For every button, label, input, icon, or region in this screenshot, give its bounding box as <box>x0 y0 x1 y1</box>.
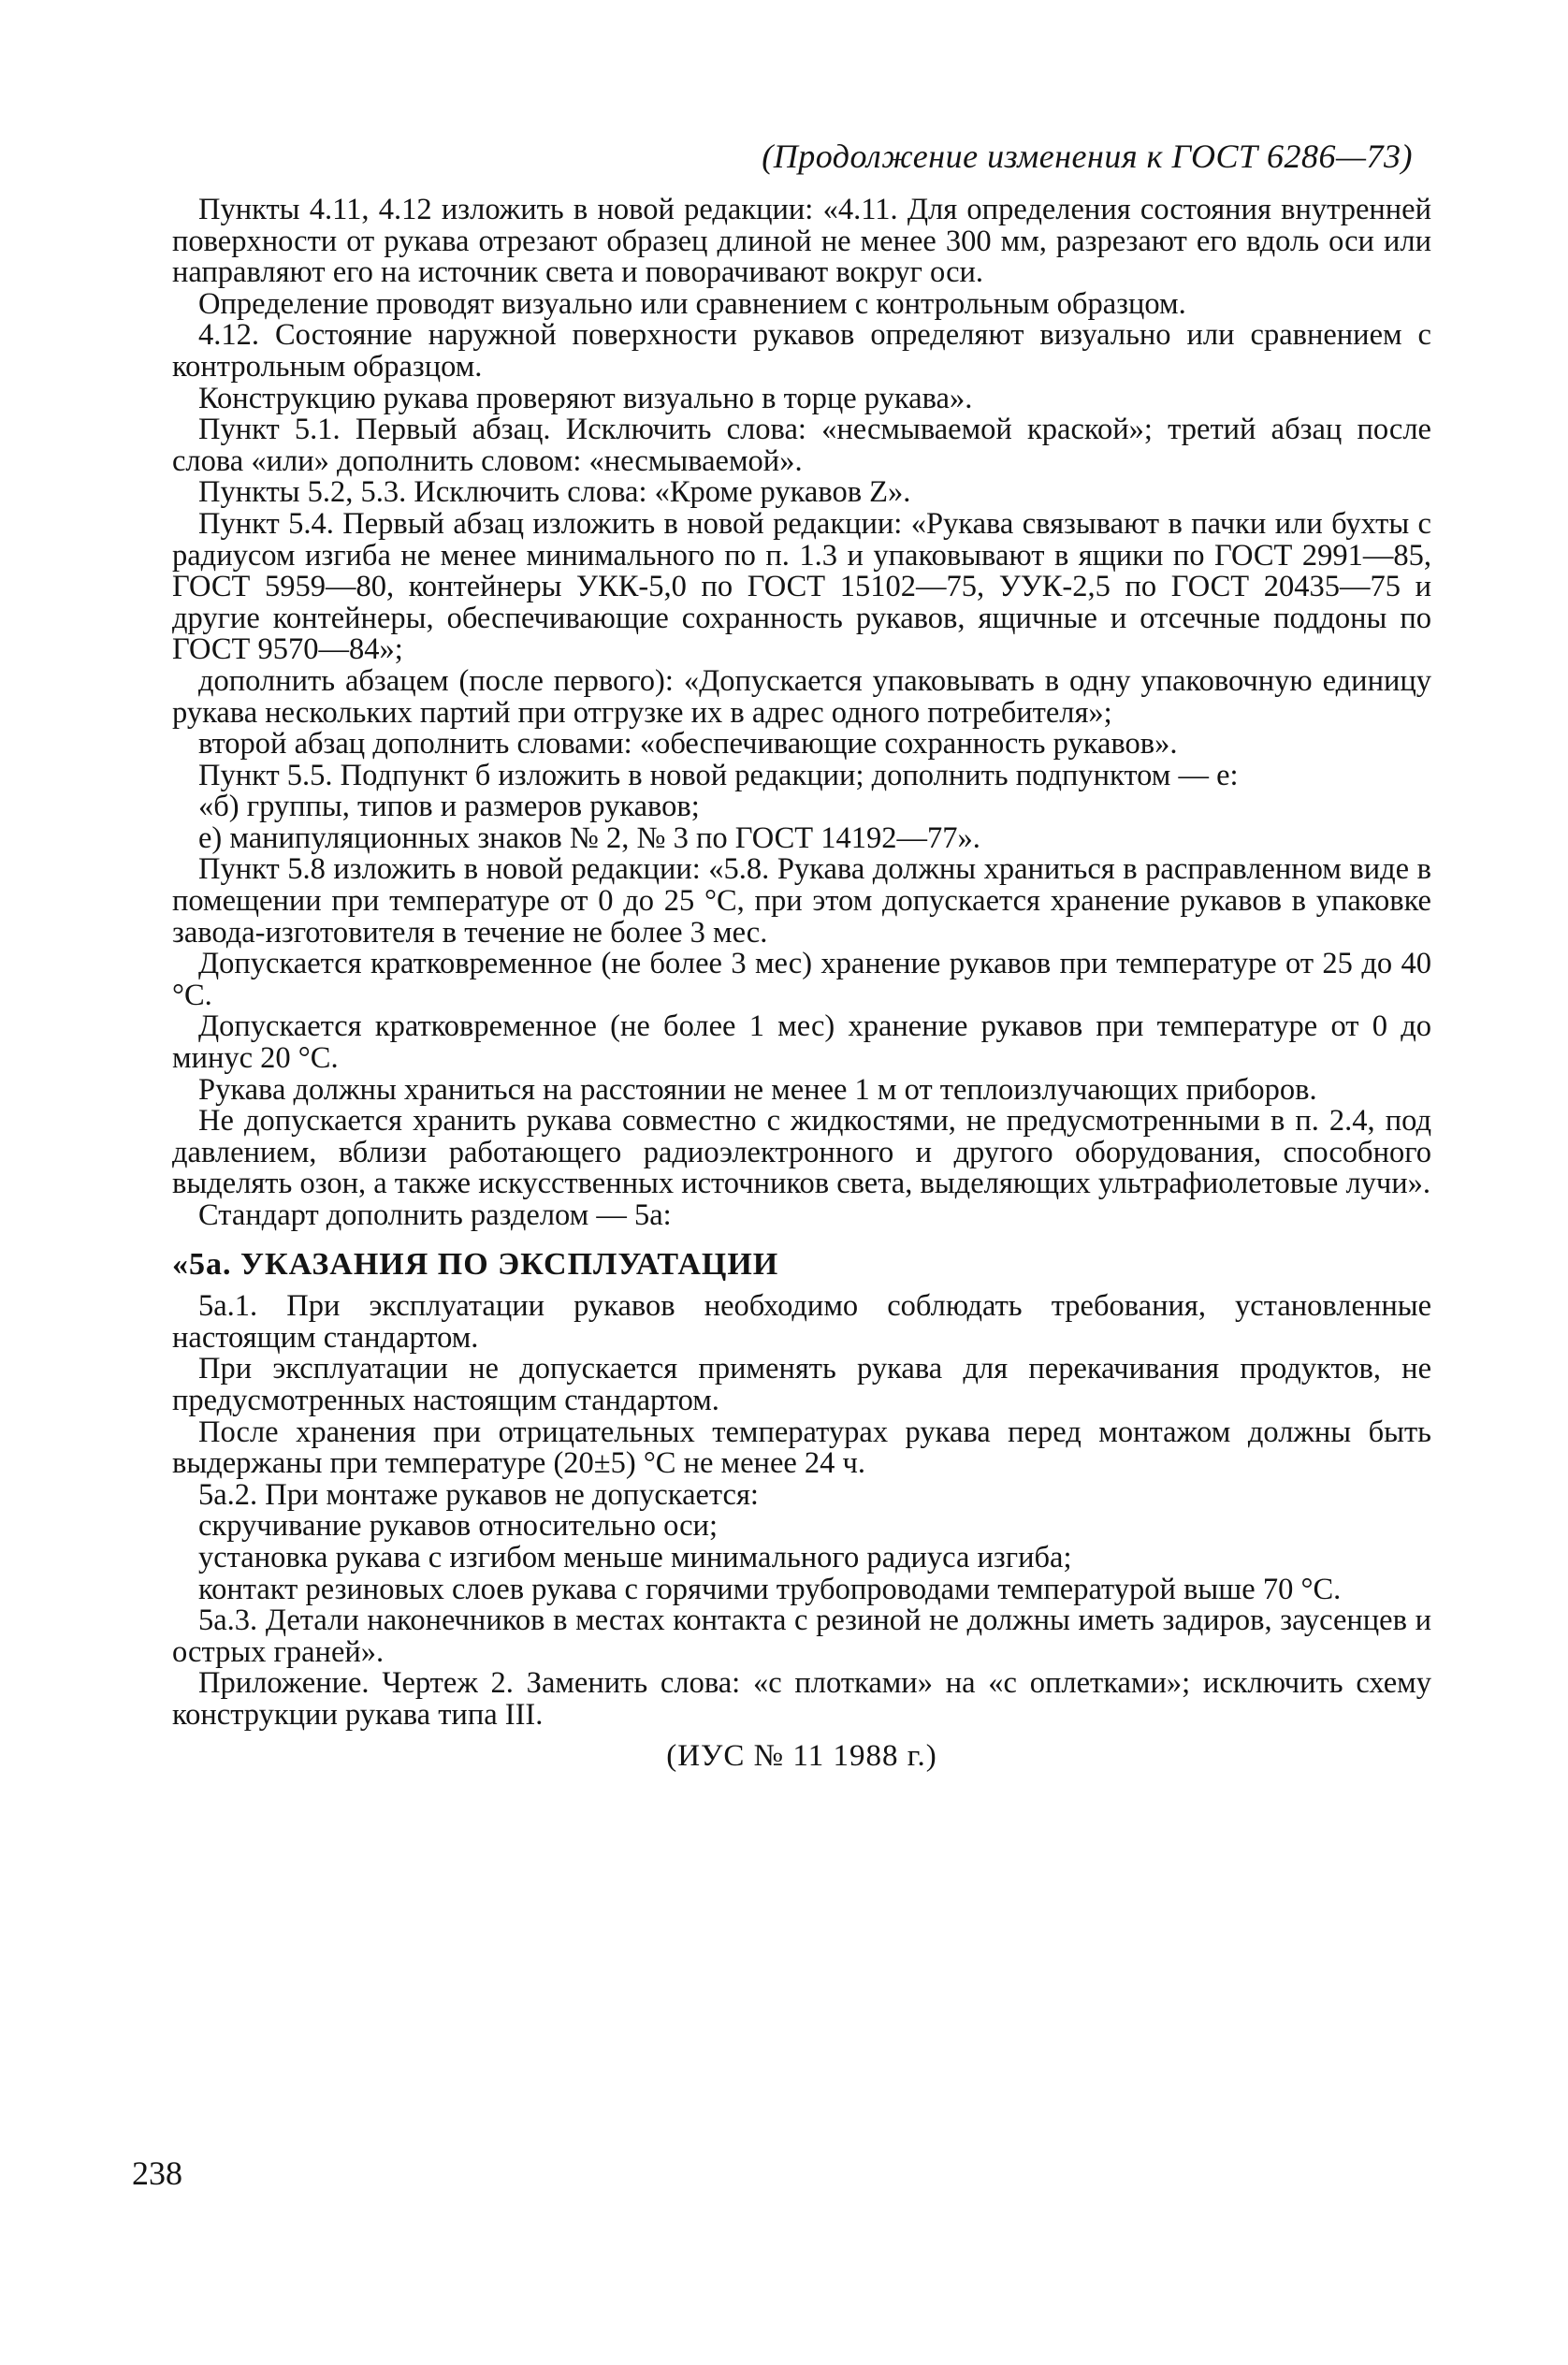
section-title: «5а. УКАЗАНИЯ ПО ЭКСПЛУАТАЦИИ <box>172 1246 779 1282</box>
paragraph: Рукава должны храниться на расстоянии не менее 1 м от теплоизлучающих приборов. <box>198 1072 1317 1107</box>
paragraph: Определение проводят визуально или сравнением с контрольным образцом. <box>198 286 1186 321</box>
page-number: 238 <box>132 2155 182 2192</box>
paragraph: Пункт 5.8 изложить в новой редакции: «5.8. Рукава должны храниться в расправленном виде в помещении при температуре от 0 до 25 °С, при этом допускается хранение рукавов в упаковке завода-изготовителя в течение не более 3 мес. <box>172 852 1431 950</box>
paragraph: скручивание рукавов относительно оси; <box>198 1509 718 1544</box>
paragraph: установка рукава с изгибом меньше минимального радиуса изгиба; <box>198 1540 1072 1574</box>
paragraph: Конструкцию рукава проверяют визуально в торце рукава». <box>198 381 973 415</box>
document-body <box>172 195 1431 1772</box>
paragraph: Допускается кратковременное (не более 1 мес) хранение рукавов при температуре от 0 до минус 20 °С. <box>172 1009 1431 1076</box>
paragraph: Пункт 5.1. Первый абзац. Исключить слова: «несмываемой краской»; третий абзац после слова «или» дополнить словом: «несмываемой». <box>172 413 1431 478</box>
continuation-header: (Продолжение изменения к ГОСТ 6286—73) <box>762 138 1413 175</box>
paragraph: Стандарт дополнить разделом — 5а: <box>198 1198 672 1232</box>
paragraph: дополнить абзацем (после первого): «Допускается упаковывать в одну упаковочную единицу рукава нескольких партий при отгрузке их в адрес одного потребителя»; <box>172 663 1431 730</box>
publication-reference: (ИУС № 11 1988 г.) <box>666 1738 937 1773</box>
paragraph: После хранения при отрицательных температурах рукава перед монтажом должны быть выдержаны при температуре (20±5) °С не менее 24 ч. <box>172 1415 1431 1481</box>
paragraph: При эксплуатации не допускается применять рукава для перекачивания продуктов, не предусмотренных настоящим стандартом. <box>172 1352 1431 1417</box>
paragraph: 5а.3. Детали наконечников в местах контакта с резиной не должны иметь задиров, заусенцев и острых граней». <box>172 1603 1431 1669</box>
paragraph: 5а.1. При эксплуатации рукавов необходимо соблюдать требования, установленные настоящим стандартом. <box>172 1289 1431 1355</box>
paragraph: е) манипуляционных знаков № 2, № 3 по ГОСТ 14192—77». <box>198 820 980 855</box>
paragraph: 4.12. Состояние наружной поверхности рукавов определяют визуально или сравнением с контрольным образцом. <box>172 318 1431 384</box>
paragraph: 5а.2. При монтаже рукавов не допускается: <box>198 1477 759 1512</box>
paragraph: Пункт 5.5. Подпункт б изложить в новой редакции; дополнить подпунктом — е: <box>198 758 1239 792</box>
paragraph: контакт резиновых слоев рукава с горячими трубопроводами температурой выше 70 °С. <box>198 1572 1342 1606</box>
paragraph: Приложение. Чертеж 2. Заменить слова: «с плотками» на «с оплетками»; исключить схему конструкции рукава типа III. <box>172 1666 1431 1732</box>
paragraph: Пункты 5.2, 5.3. Исключить слова: «Кроме рукавов Z». <box>198 475 911 510</box>
paragraph: Не допускается хранить рукава совместно с жидкостями, не предусмотренными в п. 2.4, под давлением, вблизи работающего радиоэлектронного и другого оборудования, способного выделять озон, а также искусственных источников света, выделяющих ультрафиолетовые лучи». <box>172 1104 1431 1201</box>
paragraph: Пункты 4.11, 4.12 изложить в новой редакции: «4.11. Для определения состояния внутренней поверхности от рукава отрезают образец длиной не менее 300 мм, разрезают его вдоль оси или направляют его на источник света и поворачивают вокруг оси. <box>172 193 1431 290</box>
paragraph: Пункт 5.4. Первый абзац изложить в новой редакции: «Рукава связывают в пачки или бухты с радиусом изгиба не менее минимального по п. 1.3 и упаковывают в ящики по ГОСТ 2991—85, ГОСТ 5959—80, контейнеры УКК-5,0 по ГОСТ 15102—75, УУК-2,5 по ГОСТ 20435—75 и другие контейнеры, обеспечивающие сохранность рукавов, ящичные и отсечные поддоны по ГОСТ 9570—84»; <box>172 506 1431 667</box>
paragraph: Допускается кратковременное (не более 3 мес) хранение рукавов при температуре от 25 до 40 °С. <box>172 947 1431 1012</box>
paragraph: «б) группы, типов и размеров рукавов; <box>198 790 700 824</box>
paragraph: второй абзац дополнить словами: «обеспечивающие сохранность рукавов». <box>198 727 1178 762</box>
